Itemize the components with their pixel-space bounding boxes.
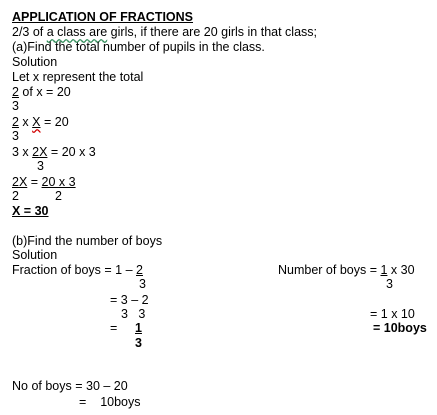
problem-suffix: girls, if there are 20 girls in that class; xyxy=(107,25,318,39)
number-of-boys-step2: = 1 x 10 xyxy=(370,307,415,321)
fraction-step3-denominator: 3 xyxy=(135,336,142,350)
step1-denominator: 3 xyxy=(12,99,19,113)
step4-equals: = xyxy=(27,175,42,189)
fraction-step3-numerator: 1 xyxy=(135,321,142,335)
number-of-boys-step3: = 10boys xyxy=(373,321,427,335)
part-a-answer: X = 30 xyxy=(12,204,49,218)
fraction-of-boys-denominator: 3 xyxy=(139,277,146,291)
step3-rest: = 20 x 3 xyxy=(47,145,96,159)
number-of-boys-denominator: 3 xyxy=(386,277,393,291)
number-of-boys-line xyxy=(278,264,415,277)
problem-squiggle-text: a class are xyxy=(46,25,108,39)
number-of-boys-rest: x 30 xyxy=(387,263,415,277)
problem-statement xyxy=(12,26,317,39)
fraction-of-boys-line xyxy=(12,264,143,277)
step3-left: 3 x xyxy=(12,145,33,159)
step1-numerator: 2 xyxy=(12,85,19,99)
step1-rest: of x = 20 xyxy=(18,85,71,99)
problem-prefix: 2/3 of xyxy=(12,25,47,39)
part-b-solution-label: Solution xyxy=(12,248,58,262)
fraction-step2: = 3 – 2 xyxy=(110,293,149,307)
step2-x: X xyxy=(32,115,41,129)
step3-numerator-line xyxy=(12,146,96,159)
title: APPLICATION OF FRACTIONS xyxy=(12,10,194,24)
step1-numerator-line xyxy=(12,86,71,99)
step2-numerator-line xyxy=(12,116,69,129)
step4-denominator-left: 2 xyxy=(12,189,19,203)
step2-denominator: 3 xyxy=(12,129,19,143)
no-of-boys-line: No of boys = 30 – 20 xyxy=(12,379,128,393)
fraction-step2-denominators: 3 3 xyxy=(121,307,146,321)
step2-numerator: 2 xyxy=(12,115,19,129)
step2-x-wrap xyxy=(32,115,40,129)
part-b-question: (b)Find the number of boys xyxy=(12,234,163,248)
part-a-solution-label: Solution xyxy=(12,55,58,69)
step2-times: x xyxy=(18,115,33,129)
part-a-question: (a)Find the total number of pupils in the class. xyxy=(12,40,265,54)
fraction-of-boys-label: Fraction of boys = 1 – xyxy=(12,263,137,277)
fraction-step3-equals: = xyxy=(110,321,118,335)
step4-numerator-right: 20 x 3 xyxy=(41,175,76,189)
step2-rest: = 20 xyxy=(40,115,69,129)
step4-numerator-line xyxy=(12,176,76,189)
step4-denominator-right: 2 xyxy=(55,189,62,203)
part-a-let-statement: Let x represent the total xyxy=(12,70,144,84)
number-of-boys-numerator: 1 xyxy=(380,263,388,277)
step3-numerator: 2X xyxy=(32,145,48,159)
step4-numerator-left: 2X xyxy=(12,175,28,189)
fraction-of-boys-numerator: 2 xyxy=(136,263,143,277)
no-of-boys-result: = 10boys xyxy=(79,395,141,409)
step3-denominator: 3 xyxy=(37,159,44,173)
number-of-boys-label: Number of boys = xyxy=(278,263,381,277)
